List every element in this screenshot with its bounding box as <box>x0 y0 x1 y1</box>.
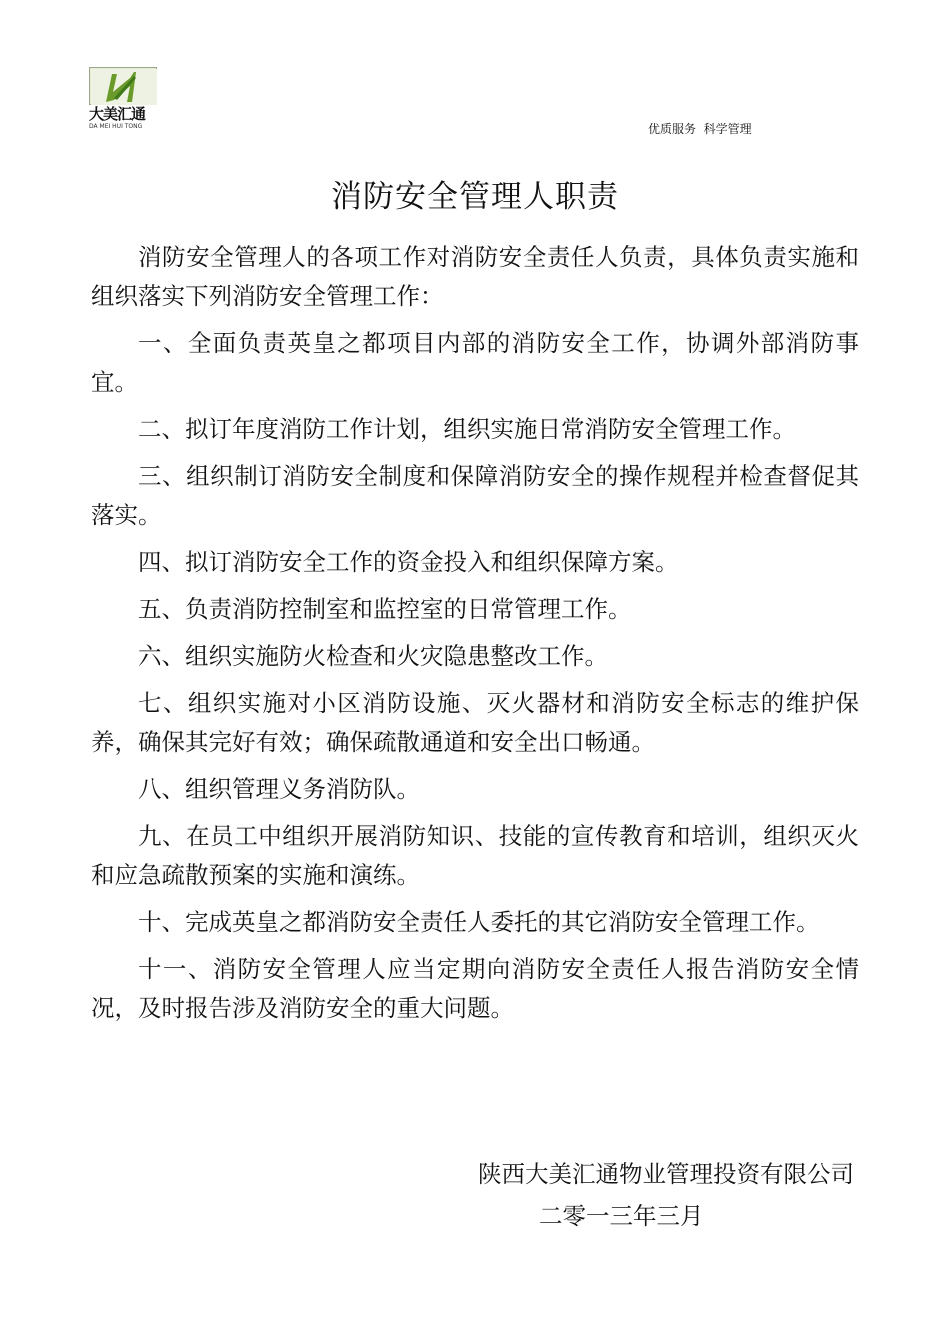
duty-item-4: 四、拟订消防安全工作的资金投入和组织保障方案。 <box>138 548 679 576</box>
signature-company: 陕西大美汇通物业管理投资有限公司 <box>478 1160 854 1188</box>
company-logo <box>89 67 157 131</box>
duty-item-2: 二、拟订年度消防工作计划，组织实施日常消防安全管理工作。 <box>138 415 796 443</box>
duty-item-8: 八、组织管理义务消防队。 <box>138 775 420 803</box>
duty-item-10: 十、完成英皇之都消防安全责任人委托的其它消防安全管理工作。 <box>138 908 820 936</box>
logo-leaf-icon <box>89 67 157 105</box>
document-body <box>91 238 859 1036</box>
duty-item-3: 三、组织制订消防安全制度和保障消防安全的操作规程并检查督促其落实。 <box>91 462 859 529</box>
signature-date: 二零一三年三月 <box>539 1202 704 1230</box>
logo-pinyin: DA MEI HUI TONG <box>89 123 143 130</box>
intro-paragraph: 消防安全管理人的各项工作对消防安全责任人负责，具体负责实施和组织落实下列消防安全管理工作： <box>91 243 859 310</box>
duty-item-9: 九、在员工中组织开展消防知识、技能的宣传教育和培训，组织灭火和应急疏散预案的实施和演练。 <box>91 822 859 889</box>
duty-item-5: 五、负责消防控制室和监控室的日常管理工作。 <box>138 595 632 623</box>
duty-item-1: 一、全面负责英皇之都项目内部的消防安全工作，协调外部消防事宜。 <box>91 329 859 396</box>
document-title: 消防安全管理人职责 <box>331 179 619 215</box>
duty-item-7: 七、组织实施对小区消防设施、灭火器材和消防安全标志的维护保养，确保其完好有效；确保疏散通道和安全出口畅通。 <box>91 689 859 756</box>
logo-text: 大美汇通 <box>89 105 146 123</box>
duty-item-6: 六、组织实施防火检查和火灾隐患整改工作。 <box>138 642 608 670</box>
header-slogan: 优质服务 科学管理 <box>648 122 752 136</box>
duty-item-11: 十一、消防安全管理人应当定期向消防安全责任人报告消防安全情况，及时报告涉及消防安全的重大问题。 <box>91 955 859 1022</box>
